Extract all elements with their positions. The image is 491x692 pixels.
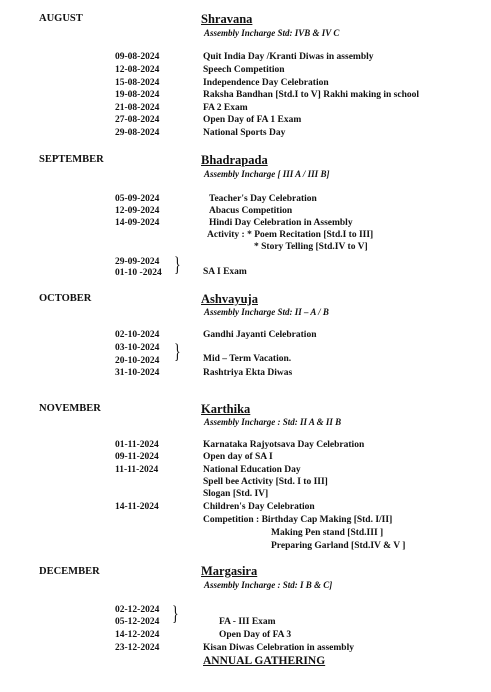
event-date: 20-10-2024 [115, 356, 160, 366]
hindu-month: Bhadrapada [201, 153, 268, 167]
assembly-incharge: Assembly Incharge : Std: II A & II B [204, 417, 342, 427]
event-date: 31-10-2024 [115, 368, 160, 378]
assembly-incharge: Assembly Incharge Std: II – A / B [204, 307, 329, 317]
event-date: 19-08-2024 [115, 90, 160, 100]
month-name: NOVEMBER [39, 403, 101, 414]
event-date: 01-11-2024 [115, 440, 159, 450]
assembly-incharge: Assembly Incharge Std: IVB & IV C [204, 28, 340, 38]
date-range-brace: } [174, 254, 181, 277]
event-text: Spell bee Activity [Std. I to III] [203, 477, 328, 487]
event-date: 12-09-2024 [115, 206, 160, 216]
event-text: Kisan Diwas Celebration in assembly [203, 643, 354, 653]
month-name: DECEMBER [39, 566, 100, 577]
event-text: Open day of SA I [203, 452, 273, 462]
event-date: 14-09-2024 [115, 218, 160, 228]
month-name: OCTOBER [39, 293, 92, 304]
event-text: SA I Exam [203, 267, 247, 277]
month-name: AUGUST [39, 13, 83, 24]
event-text: Gandhi Jayanti Celebration [203, 330, 317, 340]
event-date: 02-12-2024 [115, 605, 160, 615]
assembly-incharge: Assembly Incharge : Std: I B & C] [204, 580, 333, 590]
event-date: 09-08-2024 [115, 52, 160, 62]
event-text: FA 2 Exam [203, 103, 248, 113]
event-text: Making Pen stand [Std.III ] [271, 528, 384, 538]
event-text: Karnataka Rajyotsava Day Celebration [203, 440, 365, 450]
event-date: 12-08-2024 [115, 65, 160, 75]
hindu-month: Karthika [201, 402, 251, 416]
assembly-incharge: Assembly Incharge [ III A / III B] [204, 169, 330, 179]
hindu-month: Shravana [201, 12, 253, 26]
event-text: Open Day of FA 1 Exam [203, 115, 302, 125]
event-text: Children's Day Celebration [203, 502, 315, 512]
event-date: 29-08-2024 [115, 128, 160, 138]
event-text: Hindi Day Celebration in Assembly [209, 218, 353, 228]
event-text: Slogan [Std. IV] [203, 489, 269, 499]
event-text: Competition : Birthday Cap Making [Std. I/II] [203, 515, 393, 525]
event-date: 03-10-2024 [115, 343, 160, 353]
event-date: 29-09-2024 [115, 257, 160, 267]
event-text: Raksha Bandhan [Std.I to V] Rakhi making in school [203, 90, 420, 100]
event-text: * Story Telling [Std.IV to V] [254, 242, 368, 252]
event-date: 05-09-2024 [115, 194, 160, 204]
date-range-brace: } [172, 603, 179, 626]
event-text: Teacher's Day Celebration [209, 194, 317, 204]
event-date: 14-12-2024 [115, 630, 160, 640]
event-text: Activity : * Poem Recitation [Std.I to III] [207, 230, 374, 240]
event-text: National Sports Day [203, 128, 286, 138]
event-date: 01-10 -2024 [115, 268, 162, 278]
event-text: Mid – Term Vacation. [203, 354, 292, 364]
event-date: 23-12-2024 [115, 643, 160, 653]
event-date: 21-08-2024 [115, 103, 160, 113]
event-date: 02-10-2024 [115, 330, 160, 340]
event-text: Open Day of FA 3 [219, 630, 292, 640]
event-date: 15-08-2024 [115, 78, 160, 88]
event-text: Independence Day Celebration [203, 78, 329, 88]
annual-gathering: ANNUAL GATHERING [203, 655, 326, 667]
event-date: 11-11-2024 [115, 465, 159, 475]
event-text: FA - III Exam [219, 617, 276, 627]
event-text: Speech Competition [203, 65, 285, 75]
event-date: 05-12-2024 [115, 617, 160, 627]
event-text: Abacus Competition [209, 206, 293, 216]
hindu-month: Ashvayuja [201, 292, 258, 306]
date-range-brace: } [174, 341, 181, 364]
event-date: 14-11-2024 [115, 502, 159, 512]
event-text: Preparing Garland [Std.IV & V ] [271, 541, 406, 551]
event-date: 27-08-2024 [115, 115, 160, 125]
event-text: Rashtriya Ekta Diwas [203, 368, 293, 378]
event-date: 09-11-2024 [115, 452, 159, 462]
hindu-month: Margasira [201, 564, 258, 578]
event-text: Quit India Day /Kranti Diwas in assembly [203, 52, 374, 62]
event-text: National Education Day [203, 465, 301, 475]
month-name: SEPTEMBER [39, 154, 104, 165]
